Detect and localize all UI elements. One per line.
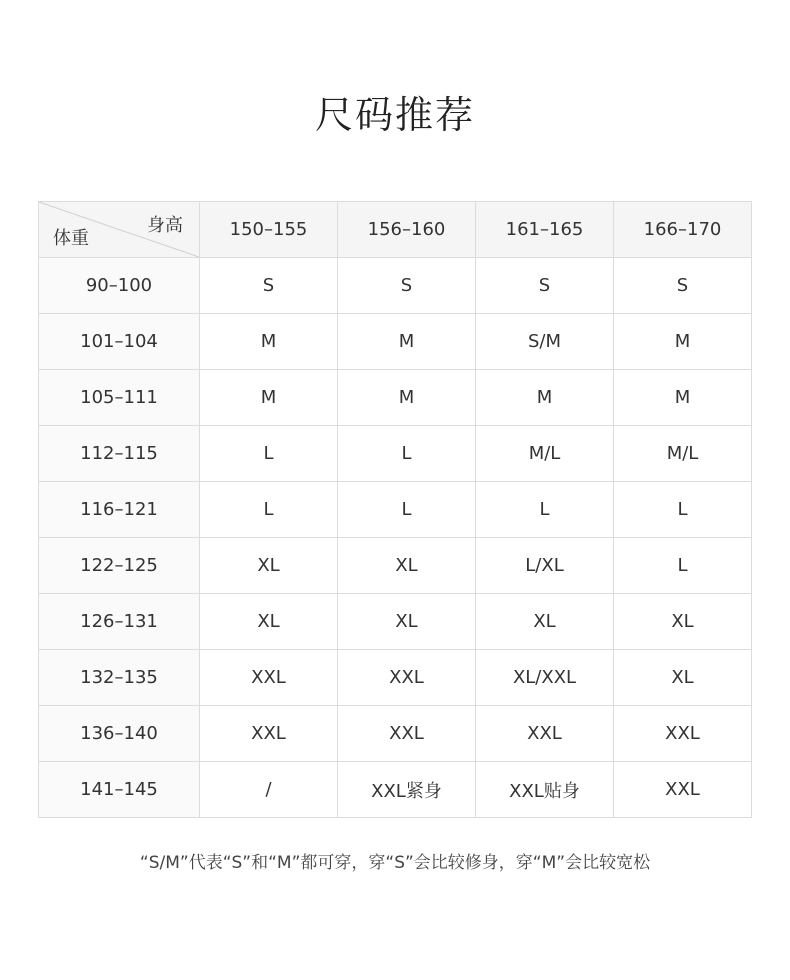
table-header-row — [39, 202, 752, 258]
size-cell: XL — [338, 538, 476, 594]
size-cell: M — [476, 370, 614, 426]
size-cell: XL — [338, 594, 476, 650]
size-cell: XXL — [338, 650, 476, 706]
weight-row-header: 116–121 — [39, 482, 200, 538]
size-cell: / — [200, 762, 338, 818]
weight-row-header: 136–140 — [39, 706, 200, 762]
size-cell: S — [614, 258, 752, 314]
weight-row-header: 122–125 — [39, 538, 200, 594]
page-title: 尺码推荐 — [314, 93, 475, 137]
size-cell: XXL — [200, 706, 338, 762]
size-cell: XL — [200, 594, 338, 650]
table-row — [39, 594, 752, 650]
height-column-header: 166–170 — [614, 202, 752, 258]
table-row — [39, 370, 752, 426]
size-cell: XL/XXL — [476, 650, 614, 706]
height-column-header: 161–165 — [476, 202, 614, 258]
size-cell: S — [476, 258, 614, 314]
table-row — [39, 762, 752, 818]
height-column-header: 150–155 — [200, 202, 338, 258]
size-cell: XXL紧身 — [338, 762, 476, 818]
table-body — [39, 258, 752, 818]
height-column-header: 156–160 — [338, 202, 476, 258]
size-cell: XL — [200, 538, 338, 594]
size-cell: XXL — [338, 706, 476, 762]
size-cell: M/L — [476, 426, 614, 482]
size-recommendation-table — [38, 201, 752, 818]
size-cell: M — [200, 370, 338, 426]
size-cell: L — [200, 482, 338, 538]
weight-axis-label: 体重 — [53, 228, 89, 249]
size-cell: XL — [476, 594, 614, 650]
size-cell: S/M — [476, 314, 614, 370]
size-cell: S — [200, 258, 338, 314]
size-cell: L/XL — [476, 538, 614, 594]
size-cell: L — [614, 538, 752, 594]
size-cell: M/L — [614, 426, 752, 482]
size-cell: M — [200, 314, 338, 370]
corner-cell — [39, 202, 200, 258]
size-cell: L — [476, 482, 614, 538]
table-row — [39, 482, 752, 538]
size-cell: XXL — [614, 762, 752, 818]
weight-row-header: 132–135 — [39, 650, 200, 706]
size-cell: L — [338, 482, 476, 538]
size-cell: XXL — [614, 706, 752, 762]
size-cell: L — [200, 426, 338, 482]
weight-row-header: 126–131 — [39, 594, 200, 650]
table-row — [39, 538, 752, 594]
size-cell: XL — [614, 594, 752, 650]
height-axis-label: 身高 — [147, 215, 183, 236]
size-cell: M — [614, 314, 752, 370]
size-cell: L — [338, 426, 476, 482]
size-cell: S — [338, 258, 476, 314]
table-row — [39, 314, 752, 370]
size-cell: M — [338, 370, 476, 426]
weight-row-header: 90–100 — [39, 258, 200, 314]
table-row — [39, 258, 752, 314]
size-cell: M — [338, 314, 476, 370]
size-cell: XXL贴身 — [476, 762, 614, 818]
size-cell: XL — [614, 650, 752, 706]
size-cell: XXL — [200, 650, 338, 706]
weight-row-header: 101–104 — [39, 314, 200, 370]
weight-row-header: 105–111 — [39, 370, 200, 426]
weight-row-header: 141–145 — [39, 762, 200, 818]
table-row — [39, 706, 752, 762]
size-cell: XXL — [476, 706, 614, 762]
size-cell: M — [614, 370, 752, 426]
table-row — [39, 426, 752, 482]
size-cell: L — [614, 482, 752, 538]
weight-row-header: 112–115 — [39, 426, 200, 482]
table-row — [39, 650, 752, 706]
footnote: “S/M”代表“S”和“M”都可穿，穿“S”会比较修身，穿“M”会比较宽松 — [139, 853, 651, 873]
